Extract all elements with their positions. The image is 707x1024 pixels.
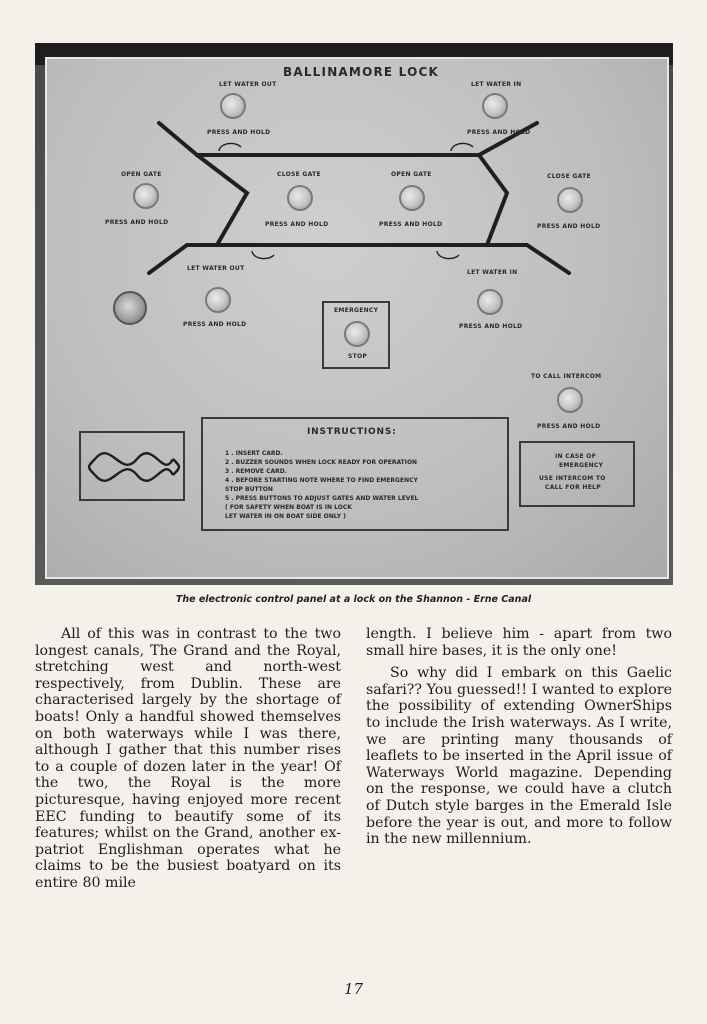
open-gate-left-button[interactable] (133, 183, 159, 209)
label-press-hold-4: PRESS AND HOLD (265, 221, 329, 228)
label-to-call-intercom: TO CALL INTERCOM (531, 373, 602, 380)
let-water-in-top-button[interactable] (482, 93, 508, 119)
emergency-note-line: USE INTERCOM TO (539, 475, 606, 482)
label-open-gate-left: OPEN GATE (121, 171, 162, 178)
emergency-note-line: CALL FOR HELP (545, 484, 601, 491)
text-column-right (366, 626, 672, 848)
instruction-line: 3 . REMOVE CARD. (225, 468, 288, 475)
panel-title: BALLINAMORE LOCK (283, 65, 440, 79)
instruction-line: ( FOR SAFETY WHEN BOAT IS IN LOCK (225, 504, 352, 511)
instructions-box (201, 417, 509, 531)
instruction-line: STOP BUTTON (225, 486, 273, 493)
instruction-line: 4 . BEFORE STARTING NOTE WHERE TO FIND EMERGENCY (225, 477, 418, 484)
label-let-water-in-bottom: LET WATER IN (467, 269, 518, 276)
close-gate-right-button[interactable] (557, 187, 583, 213)
emergency-note-box (519, 441, 635, 507)
let-water-in-bottom-button[interactable] (477, 289, 503, 315)
label-close-gate-right: CLOSE GATE (547, 173, 591, 180)
close-gate-mid-button[interactable] (287, 185, 313, 211)
open-gate-mid-button[interactable] (399, 185, 425, 211)
page-number: 17 (343, 980, 364, 998)
let-water-out-top-button[interactable] (220, 93, 246, 119)
label-let-water-in-top: LET WATER IN (471, 81, 522, 88)
label-stop: STOP (348, 353, 368, 360)
card-key-slot[interactable] (113, 291, 147, 325)
label-press-hold-1: PRESS AND HOLD (207, 129, 271, 136)
emergency-stop-button[interactable] (344, 321, 370, 347)
knot-logo-box (79, 431, 185, 501)
instruction-line: 5 . PRESS BUTTONS TO ADJUST GATES AND WATER LEVEL (225, 495, 419, 502)
label-close-gate-mid: CLOSE GATE (277, 171, 321, 178)
instruction-line: LET WATER IN ON BOAT SIDE ONLY ) (225, 513, 346, 520)
celtic-knot-icon (81, 433, 183, 499)
control-panel-photo (35, 43, 673, 585)
lock-control-panel (45, 57, 669, 579)
label-let-water-out-bottom: LET WATER OUT (187, 265, 245, 272)
paragraph: All of this was in contrast to the two longest canals, The Grand and the Royal, stretching west and north-west respectively, from Dublin. These are characterised largely by the shortage of boats! Only a handful showed themselves on both waterways while I was there, although I gather that this number rises to a couple of dozen later in the year! Of the two, the Royal is the more picturesque, having enjoyed more recent EEC funding to beautify some of its features; whilst on the Grand, another ex-patriot Englishman operates what he claims to be the busiest boatyard on its entire 80 mile (35, 626, 341, 891)
instruction-line: 2 . BUZZER SOUNDS WHEN LOCK READY FOR OPERATION (225, 459, 418, 466)
emergency-note-line: IN CASE OF (555, 453, 597, 460)
label-press-hold-2: PRESS AND HOLD (467, 129, 531, 136)
figure-caption: The electronic control panel at a lock on the Shannon - Erne Canal (175, 594, 532, 605)
label-press-hold-7: PRESS AND HOLD (183, 321, 247, 328)
label-open-gate-mid: OPEN GATE (391, 171, 432, 178)
emergency-note-line: EMERGENCY (559, 462, 604, 469)
label-press-hold-9: PRESS AND HOLD (537, 423, 601, 430)
let-water-out-bottom-button[interactable] (205, 287, 231, 313)
label-press-hold-5: PRESS AND HOLD (379, 221, 443, 228)
label-press-hold-3: PRESS AND HOLD (105, 219, 169, 226)
instructions-title: INSTRUCTIONS: (307, 427, 397, 437)
intercom-button[interactable] (557, 387, 583, 413)
instructions-list (225, 449, 418, 521)
label-let-water-out-top: LET WATER OUT (219, 81, 277, 88)
paragraph: So why did I embark on this Gaelic safari?? You guessed!! I wanted to explore the possibility of extending OwnerShips to include the Irish waterways. As I write, we are printing many thousands of leaflets to be inserted in the April issue of Waterways World magazine. Depending on the response, we could have a clutch of Dutch style barges in the Emerald Isle before the year is out, and more to follow in the new millennium. (366, 665, 672, 848)
label-press-hold-8: PRESS AND HOLD (459, 323, 523, 330)
label-emergency: EMERGENCY (334, 307, 379, 314)
text-column-left (35, 626, 341, 892)
instruction-line: 1 . INSERT CARD. (225, 450, 283, 457)
emergency-stop-box (322, 301, 390, 369)
label-press-hold-6: PRESS AND HOLD (537, 223, 601, 230)
paragraph: length. I believe him - apart from two small hire bases, it is the only one! (366, 626, 672, 659)
